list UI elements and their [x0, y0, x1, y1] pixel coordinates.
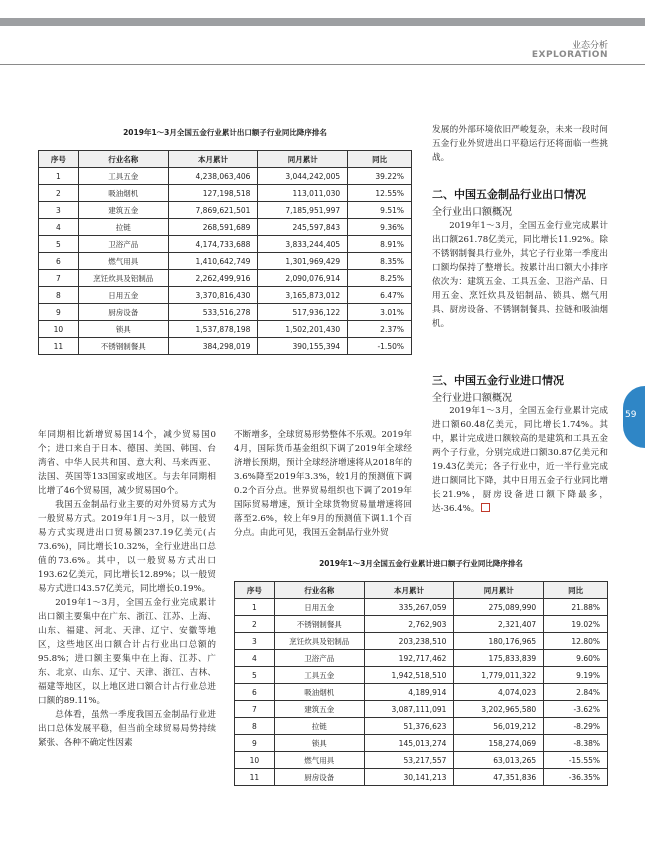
table-cell: 3,370,816,430	[168, 287, 258, 304]
table-cell: 192,717,462	[364, 650, 454, 667]
middle-column	[234, 428, 412, 540]
table-row	[235, 718, 608, 735]
column-header: 序号	[235, 582, 275, 599]
column-header: 同月累计	[454, 582, 544, 599]
table-cell: 335,267,059	[364, 599, 454, 616]
table-cell: 4	[39, 219, 79, 236]
table-row	[235, 701, 608, 718]
table-row	[235, 735, 608, 752]
table-cell: 厨房设备	[274, 769, 364, 786]
table-cell: 19.02%	[544, 616, 608, 633]
table-cell: 3	[39, 202, 79, 219]
table-cell: 7	[235, 701, 275, 718]
import-table-title: 2019年1～3月全国五金行业累计进口额子行业同比降序排名	[319, 559, 523, 568]
table-row	[39, 168, 412, 185]
import-table	[234, 581, 608, 786]
section2-heading: 二、中国五金制品行业出口情况	[432, 188, 586, 201]
table-cell: 11	[39, 338, 79, 355]
table-cell: 1,410,642,749	[168, 253, 258, 270]
table-cell: -1.50%	[348, 338, 412, 355]
table-cell: 268,591,689	[168, 219, 258, 236]
table-cell: 拉链	[78, 219, 168, 236]
table-cell: 127,198,518	[168, 185, 258, 202]
table-cell: 4,238,063,406	[168, 168, 258, 185]
table-row	[235, 633, 608, 650]
column-header: 同比	[348, 151, 412, 168]
table-cell: 12.80%	[544, 633, 608, 650]
table-cell: 建筑五金	[78, 202, 168, 219]
table-cell: 5	[39, 236, 79, 253]
table-cell: 7,185,951,997	[258, 202, 348, 219]
table-cell: 烹饪炊具及铝制品	[274, 633, 364, 650]
section3-heading: 三、中国五金行业进口情况	[432, 374, 564, 387]
table-cell: 390,155,394	[258, 338, 348, 355]
table-cell: 8	[39, 287, 79, 304]
table-row	[39, 270, 412, 287]
column-header: 序号	[39, 151, 79, 168]
table-cell: 日用五金	[78, 287, 168, 304]
table-cell: 11	[235, 769, 275, 786]
right-intro	[432, 123, 608, 165]
table-cell: 3.01%	[348, 304, 412, 321]
table-row	[235, 599, 608, 616]
table-cell: 7,869,621,501	[168, 202, 258, 219]
table-cell: 4,074,023	[454, 684, 544, 701]
table-header-row	[235, 582, 608, 599]
table-cell: 4,174,733,688	[168, 236, 258, 253]
table-row	[39, 236, 412, 253]
section2-text: 2019年1～3月，全国五金行业完成累计出口额261.78亿美元，同比增长11.92%。除不锈钢制餐具行业外，其它子行业第一季度出口额均保持了整增长。按累计出口额大小排序依次为：建筑五金、工具五金、卫浴产品、日用五金、烹饪炊具及铝制品、锁具、燃气用具、厨房设备、不锈钢制餐具、拉链和吸油烟机。	[432, 221, 608, 329]
left-text-4: 总体看，虽然一季度我国五金制品行业进出口总体发展平稳，但当前全球贸易局势持续紧张、各种不确定性因素	[38, 710, 216, 748]
table-cell: 卫浴产品	[78, 236, 168, 253]
table-cell: 9	[235, 735, 275, 752]
left-column	[38, 428, 216, 750]
column-header: 同比	[544, 582, 608, 599]
table-cell: 3,165,873,012	[258, 287, 348, 304]
table-row	[39, 253, 412, 270]
table-cell: 1,942,518,510	[364, 667, 454, 684]
table-row	[235, 667, 608, 684]
table-cell: 2	[235, 616, 275, 633]
table-cell: 1	[235, 599, 275, 616]
table-cell: 3,202,965,580	[454, 701, 544, 718]
section2-subheading: 全行业出口额概况	[432, 207, 512, 218]
section3-text: 2019年1～3月，全国五金行业累计完成进口额60.48亿美元，同比增长1.74%。其中，累计完成进口额较高的是建筑和工具五金两个子行业，分别完成进口额30.87亿美元和19.43亿美元；各子行业中，近一半行业完成进口额同比下降，其中日用五金子行业同比增长21.9%，厨房设备进口额下降最多，达-36.4%。	[432, 406, 608, 514]
column-header: 本月累计	[364, 582, 454, 599]
table-cell: 吸油烟机	[78, 185, 168, 202]
table-cell: 517,936,122	[258, 304, 348, 321]
table-cell: 47,351,836	[454, 769, 544, 786]
column-header: 行业名称	[78, 151, 168, 168]
section-title-en: EXPLORATION	[531, 50, 608, 60]
header-rule	[0, 64, 645, 65]
table-cell: 30,141,213	[364, 769, 454, 786]
table-cell: -15.55%	[544, 752, 608, 769]
table-cell: -8.38%	[544, 735, 608, 752]
table-cell: 275,089,990	[454, 599, 544, 616]
table-row	[39, 287, 412, 304]
table-cell: 6	[235, 684, 275, 701]
table-cell: 拉链	[274, 718, 364, 735]
table-cell: -3.62%	[544, 701, 608, 718]
left-text-1: 年同期相比新增贸易国14个，减少贸易国0个；进口来自于日本、德国、美国、韩国、台湾省、中华人民共和国、意大利、马来西亚、法国、英国等133国家或地区。与去年同期相比增了46个贸易国，减少贸易国0个。	[38, 430, 216, 496]
table-row	[235, 769, 608, 786]
table-cell: 3	[235, 633, 275, 650]
table-row	[235, 616, 608, 633]
table-cell: 145,013,274	[364, 735, 454, 752]
table-cell: 8	[235, 718, 275, 735]
table-cell: 9.19%	[544, 667, 608, 684]
table-cell: 180,176,965	[454, 633, 544, 650]
table-cell: 锁具	[274, 735, 364, 752]
table-cell: 3,087,111,091	[364, 701, 454, 718]
table-cell: 日用五金	[274, 599, 364, 616]
table-cell: 不锈钢制餐具	[274, 616, 364, 633]
section-title-cn: 业态分析	[571, 41, 608, 51]
table-cell: 39.22%	[348, 168, 412, 185]
export-table-title: 2019年1～3月全国五金行业累计出口额子行业同比降序排名	[123, 128, 327, 137]
table-cell: 建筑五金	[274, 701, 364, 718]
table-cell: 工具五金	[274, 667, 364, 684]
table-row	[39, 185, 412, 202]
table-cell: 烹饪炊具及铝制品	[78, 270, 168, 287]
table-cell: 63,013,265	[454, 752, 544, 769]
table-cell: 3,044,242,005	[258, 168, 348, 185]
page-number-tab	[623, 386, 645, 448]
table-cell: 2.84%	[544, 684, 608, 701]
table-cell: 4,189,914	[364, 684, 454, 701]
left-text-3: 2019年1～3月，全国五金行业完成累计出口额主要集中在广东、浙江、江苏、上海、山东、福建、河北、天津、辽宁、安徽等地区，这些地区出口额合计占行业出口总额的95.8%；进口额主要集中在上海、江苏、广东、北京、山东、辽宁、天津、浙江、吉林、福建等地区，以上地区进口额合计占行业总进口额的89.11%。	[38, 598, 216, 706]
table-row	[39, 338, 412, 355]
table-row	[39, 202, 412, 219]
table-cell: 9.36%	[348, 219, 412, 236]
table-cell: 8.25%	[348, 270, 412, 287]
table-cell: -36.35%	[544, 769, 608, 786]
table-cell: 175,833,839	[454, 650, 544, 667]
table-cell: 2,090,076,914	[258, 270, 348, 287]
table-cell: 7	[39, 270, 79, 287]
table-row	[39, 219, 412, 236]
table-cell: 9.51%	[348, 202, 412, 219]
table-cell: 10	[235, 752, 275, 769]
table-cell: 卫浴产品	[274, 650, 364, 667]
table-cell: 1,301,969,429	[258, 253, 348, 270]
table-cell: 6	[39, 253, 79, 270]
table-cell: 2.37%	[348, 321, 412, 338]
table-cell: 533,516,278	[168, 304, 258, 321]
table-cell: 10	[39, 321, 79, 338]
column-header: 同月累计	[258, 151, 348, 168]
table-row	[235, 650, 608, 667]
table-cell: 384,298,019	[168, 338, 258, 355]
table-cell: 51,376,623	[364, 718, 454, 735]
table-row	[39, 321, 412, 338]
table-cell: 燃气用具	[274, 752, 364, 769]
right-intro-text: 发展的外部环境依旧严峻复杂，未来一段时间五金行业外贸进出口平稳运行还将面临一些挑战。	[432, 125, 608, 163]
table-cell: 燃气用具	[78, 253, 168, 270]
table-header-row	[39, 151, 412, 168]
table-cell: 9	[39, 304, 79, 321]
table-cell: 2,262,499,916	[168, 270, 258, 287]
end-mark-icon	[481, 503, 490, 512]
table-cell: 1,502,201,430	[258, 321, 348, 338]
table-row	[39, 304, 412, 321]
table-cell: 1,779,011,322	[454, 667, 544, 684]
table-cell: 吸油烟机	[274, 684, 364, 701]
left-text-2: 我国五金制品行业主要的对外贸易方式为一般贸易方式。2019年1月～3月，以一般贸易方式实现进出口贸易额237.19亿美元(占73.6%)，同比增长10.32%，全行业进出口总值的73.6%。其中，以一般贸易方式出口193.62亿美元，同比增长12.89%；以一般贸易方式进口43.57亿美元，同比增长0.19%。	[38, 500, 216, 594]
table-cell: 工具五金	[78, 168, 168, 185]
table-cell: 53,217,557	[364, 752, 454, 769]
table-cell: 4	[235, 650, 275, 667]
table-cell: 5	[235, 667, 275, 684]
section3-body	[432, 404, 608, 516]
table-cell: 1,537,878,198	[168, 321, 258, 338]
section2-body	[432, 219, 608, 331]
table-cell: 245,597,843	[258, 219, 348, 236]
header-bar	[0, 18, 645, 26]
mid-text-1: 不断增多，全球贸易形势整体不乐观。2019年4月，国际货币基金组织下调了2019年全球经济增长预期，预计全球经济增速将从2018年的3.6%降至2019年3.3%，较1月的预测值下调0.2个百分点。世界贸易组织也下调了2019年国际贸易增速，预计全球货物贸易量增速将回落至2.6%，较上年9月的预测值下调1.1个百分点。由此可见，我国五金制品行业外贸	[234, 430, 412, 538]
table-cell: 锁具	[78, 321, 168, 338]
table-cell: 厨房设备	[78, 304, 168, 321]
table-cell: 113,011,030	[258, 185, 348, 202]
column-header: 行业名称	[274, 582, 364, 599]
table-cell: 12.55%	[348, 185, 412, 202]
table-cell: 21.88%	[544, 599, 608, 616]
table-cell: 203,238,510	[364, 633, 454, 650]
table-cell: 1	[39, 168, 79, 185]
table-row	[235, 684, 608, 701]
table-cell: 8.35%	[348, 253, 412, 270]
page-number: 59	[625, 410, 637, 420]
table-cell: 56,019,212	[454, 718, 544, 735]
table-cell: -8.29%	[544, 718, 608, 735]
section3-subheading: 全行业进口额概况	[432, 393, 512, 404]
table-cell: 6.47%	[348, 287, 412, 304]
table-cell: 2	[39, 185, 79, 202]
table-row	[235, 752, 608, 769]
column-header: 本月累计	[168, 151, 258, 168]
table-cell: 2,762,903	[364, 616, 454, 633]
table-cell: 不锈钢制餐具	[78, 338, 168, 355]
table-cell: 3,833,244,405	[258, 236, 348, 253]
export-table	[38, 150, 412, 355]
table-cell: 9.60%	[544, 650, 608, 667]
table-cell: 2,321,407	[454, 616, 544, 633]
table-cell: 158,274,069	[454, 735, 544, 752]
table-cell: 8.91%	[348, 236, 412, 253]
